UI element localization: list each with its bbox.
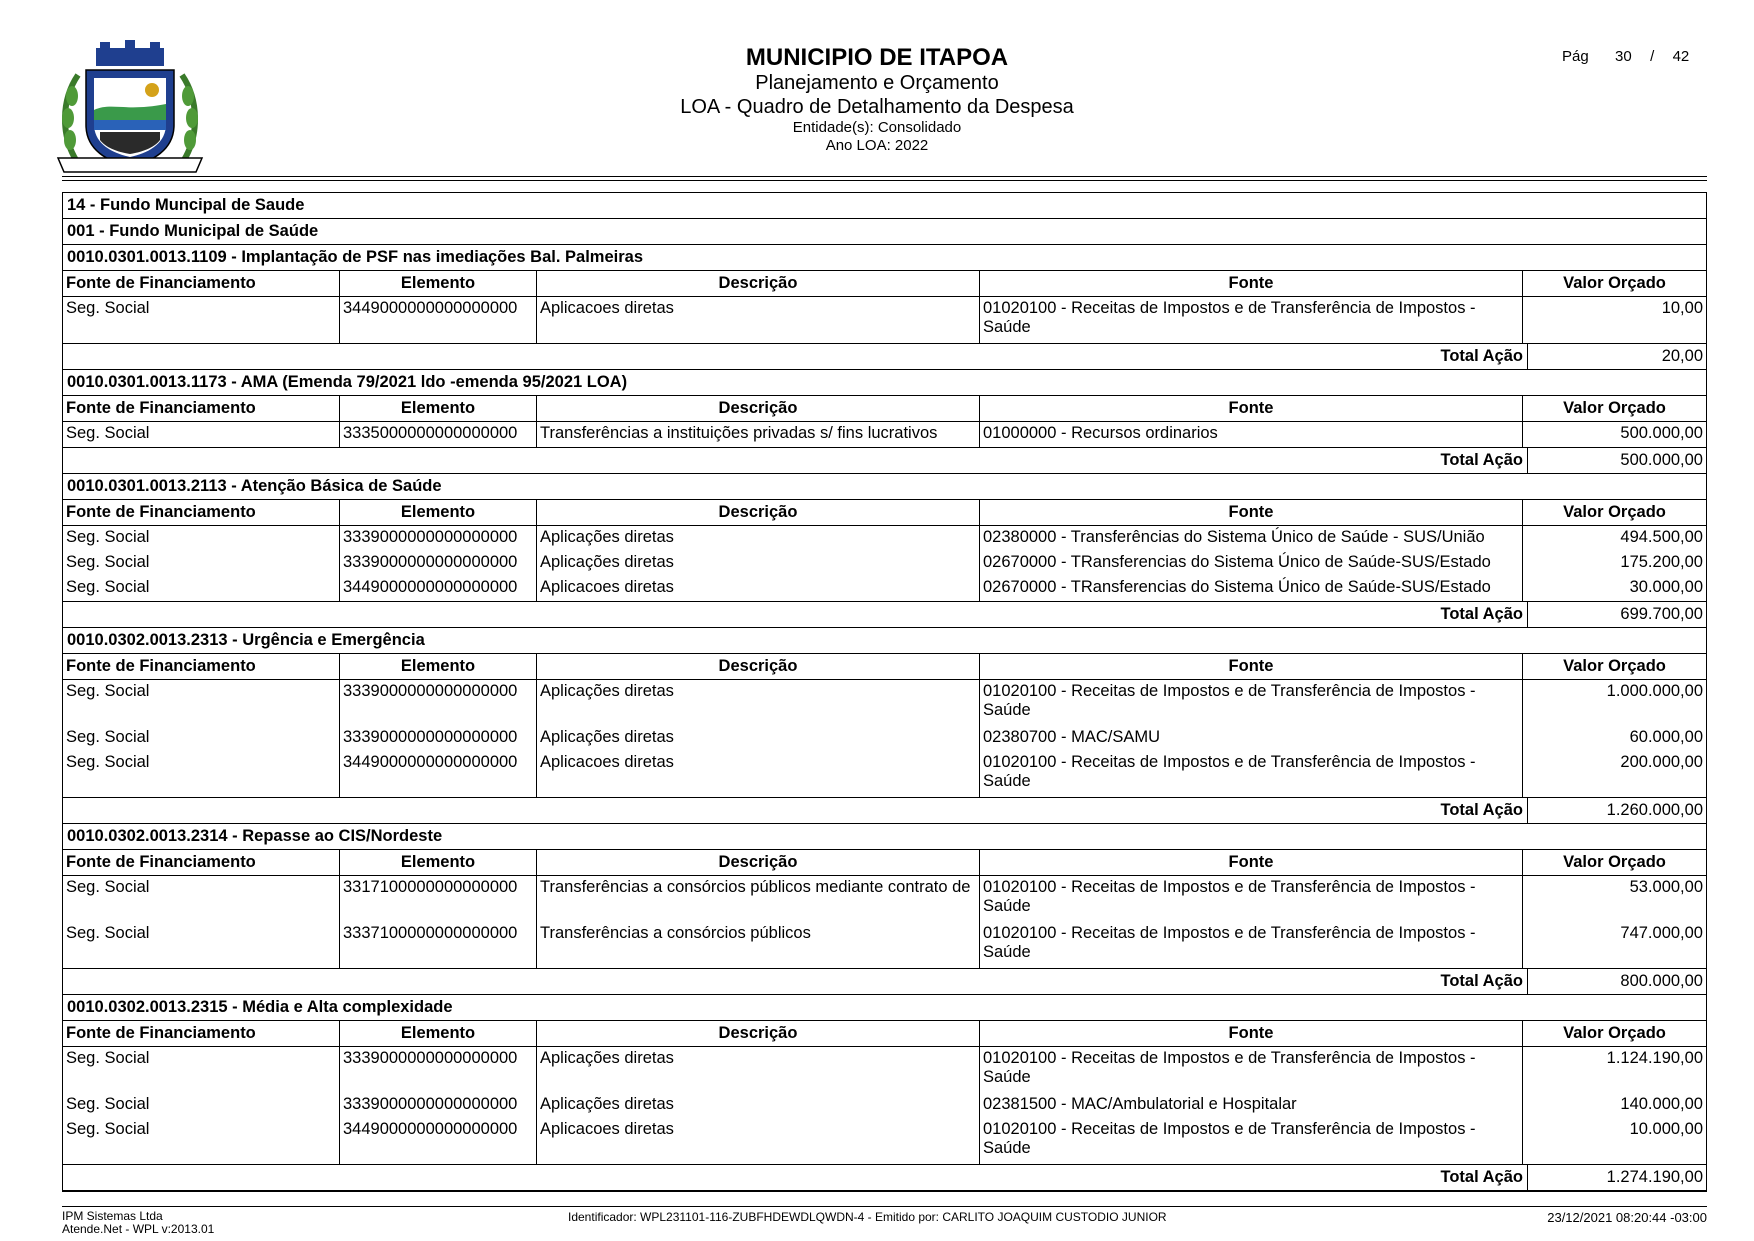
col-header-description: Descrição [537,396,980,421]
org-row [63,193,1706,219]
total-value: 1.274.190,00 [1606,1168,1703,1186]
col-header-budgeted-value: Valor Orçado [1563,657,1666,675]
source-column [980,876,1523,968]
source-cell: 01020100 - Receitas de Impostos e de Transferência de Impostos - Saúde [983,682,1476,719]
action-data-block [63,297,1706,344]
value-cell: 1.124.190,00 [1606,1049,1703,1067]
source-cell: 01020100 - Receitas de Impostos e de Transferência de Impostos - Saúde [983,878,1476,915]
source-column [980,1047,1523,1164]
value-cell: 140.000,00 [1620,1095,1703,1113]
col-header-budgeted-value: Valor Orçado [1563,853,1666,871]
source-cell: 01020100 - Receitas de Impostos e de Transferência de Impostos - Saúde [983,924,1476,961]
col-header-description: Descrição [537,1021,980,1046]
financing-column [63,422,340,447]
total-label: Total Ação [63,969,1528,994]
financing-column [63,526,340,601]
action-title-row [63,474,1706,500]
description-column [537,526,980,601]
col-header-financing: Fonte de Financiamento [63,1021,340,1046]
col-header-element: Elemento [340,396,537,421]
element-cell: 3449000000000000000 [343,1120,518,1138]
description-column [537,680,980,797]
total-label: Total Ação [63,1165,1528,1190]
description-cell: Aplicações diretas [540,728,674,746]
source-cell: 01020100 - Receitas de Impostos e de Transferência de Impostos - Saúde [983,1120,1476,1157]
total-label: Total Ação [63,798,1528,823]
total-value: 800.000,00 [1620,972,1703,990]
source-column [980,526,1523,601]
source-cell: 02670000 - TRansferencias do Sistema Único de Saúde-SUS/Estado [983,578,1491,596]
footer-system: Atende.Net - WPL v:2013.01 [62,1222,215,1236]
page-separator: / [1650,48,1655,65]
col-header-budgeted-value: Valor Orçado [1563,503,1666,521]
header-divider [62,176,1707,177]
col-header-budgeted-value: Valor Orçado [1563,1024,1666,1042]
footer-divider [62,1206,1707,1207]
col-header-element: Elemento [340,500,537,525]
value-column [1523,297,1706,343]
value-cell: 53.000,00 [1629,878,1703,896]
source-column [980,422,1523,447]
col-header-element: Elemento [340,654,537,679]
financing-cell: Seg. Social [66,728,150,746]
report-title: LOA - Quadro de Detalhamento da Despesa [680,96,1074,118]
financing-column [63,680,340,797]
description-cell: Transferências a consórcios públicos mediante contrato de [540,878,971,896]
element-cell: 3337100000000000000 [343,924,518,942]
expense-detail-table [62,192,1707,1192]
col-header-budgeted-value: Valor Orçado [1563,399,1666,417]
entity-line: Entidade(s): Consolidado [792,119,962,136]
col-header-source: Fonte [980,654,1523,679]
description-column [537,876,980,968]
total-value: 699.700,00 [1620,605,1703,623]
element-cell: 3339000000000000000 [343,1049,518,1067]
action-total-row [63,448,1706,474]
col-header-financing: Fonte de Financiamento [63,500,340,525]
action-total-row [63,1165,1706,1191]
value-cell: 494.500,00 [1620,528,1703,546]
source-cell: 02381500 - MAC/Ambulatorial e Hospitalar [983,1095,1297,1113]
value-column [1523,526,1706,601]
description-cell: Aplicacoes diretas [540,1120,674,1138]
value-column [1523,1047,1706,1164]
description-cell: Aplicações diretas [540,553,674,571]
col-header-element: Elemento [340,1021,537,1046]
element-cell: 3449000000000000000 [343,578,518,596]
total-label: Total Ação [63,448,1528,473]
element-column [340,1047,537,1164]
col-header-financing: Fonte de Financiamento [63,654,340,679]
financing-column [63,1047,340,1164]
financing-column [63,876,340,968]
col-header-budgeted-value: Valor Orçado [1563,274,1666,292]
action-title: 0010.0302.0013.2315 - Média e Alta complexidade [67,998,453,1016]
col-header-description: Descrição [537,271,980,296]
element-cell: 3339000000000000000 [343,553,518,571]
description-cell: Aplicacoes diretas [540,753,674,771]
action-total-row [63,798,1706,824]
page-indicator [1562,48,1689,65]
description-cell: Aplicacoes diretas [540,578,674,596]
action-title: 0010.0302.0013.2314 - Repasse ao CIS/Nordeste [67,827,443,845]
total-value: 20,00 [1661,347,1703,365]
col-header-financing: Fonte de Financiamento [63,271,340,296]
source-cell: 02380700 - MAC/SAMU [983,728,1160,746]
value-column [1523,422,1706,447]
element-cell: 3335000000000000000 [343,424,518,442]
financing-cell: Seg. Social [66,1049,150,1067]
column-header-row [63,1021,1706,1047]
financing-cell: Seg. Social [66,682,150,700]
col-header-source: Fonte [980,500,1523,525]
element-column [340,297,537,343]
column-header-row [63,850,1706,876]
col-header-source: Fonte [980,850,1523,875]
description-cell: Aplicacoes diretas [540,299,674,317]
source-column [980,680,1523,797]
financing-cell: Seg. Social [66,753,150,771]
col-header-source: Fonte [980,1021,1523,1046]
financing-cell: Seg. Social [66,878,150,896]
action-title: 0010.0302.0013.2313 - Urgência e Emergência [67,631,425,649]
col-header-description: Descrição [537,654,980,679]
description-column [537,422,980,447]
column-header-row [63,654,1706,680]
source-cell: 02670000 - TRansferencias do Sistema Único de Saúde-SUS/Estado [983,553,1491,571]
description-cell: Aplicações diretas [540,1095,674,1113]
action-total-row [63,969,1706,995]
header-divider [62,180,1707,181]
column-header-row [63,271,1706,297]
value-cell: 747.000,00 [1620,924,1703,942]
action-data-block [63,422,1706,448]
source-cell: 01020100 - Receitas de Impostos e de Transferência de Impostos - Saúde [983,1049,1476,1086]
total-value: 1.260.000,00 [1606,801,1703,819]
action-title: 0010.0301.0013.1109 - Implantação de PSF nas imediações Bal. Palmeiras [67,248,644,266]
value-cell: 10.000,00 [1629,1120,1703,1138]
element-column [340,422,537,447]
value-cell: 60.000,00 [1629,728,1703,746]
col-header-description: Descrição [537,850,980,875]
action-total-row [63,602,1706,628]
description-column [537,1047,980,1164]
financing-cell: Seg. Social [66,1095,150,1113]
financing-column [63,297,340,343]
municipality-title: MUNICIPIO DE ITAPOA [745,44,1009,71]
action-total-row [63,344,1706,370]
element-column [340,680,537,797]
col-header-description: Descrição [537,500,980,525]
action-title-row [63,370,1706,396]
description-column [537,297,980,343]
action-title-row [63,824,1706,850]
action-title: 0010.0301.0013.2113 - Atenção Básica de Saúde [67,477,442,495]
financing-cell: Seg. Social [66,578,150,596]
org-label: 14 - Fundo Muncipal de Saude [67,196,305,214]
element-cell: 3449000000000000000 [343,753,518,771]
source-cell: 01000000 - Recursos ordinarios [983,424,1218,442]
action-title-row [63,995,1706,1021]
unit-row [63,219,1706,245]
description-cell: Transferências a consórcios públicos [540,924,811,942]
action-data-block [63,876,1706,969]
total-label: Total Ação [63,344,1528,369]
col-header-source: Fonte [980,271,1523,296]
source-cell: 01020100 - Receitas de Impostos e de Transferência de Impostos - Saúde [983,753,1476,790]
financing-cell: Seg. Social [66,1120,150,1138]
year-line: Ano LOA: 2022 [825,137,929,154]
col-header-source: Fonte [980,396,1523,421]
value-cell: 1.000.000,00 [1606,682,1703,700]
value-cell: 175.200,00 [1620,553,1703,571]
value-cell: 10,00 [1661,299,1703,317]
footer-identifier: Identificador: WPL231101-116-ZUBFHDEWDLQWDN-4 - Emitido por: CARLITO JOAQUIM CUSTODIO JUNIOR [568,1210,1167,1224]
description-cell: Transferências a instituições privadas s/ fins lucrativos [540,424,938,442]
footer-timestamp: 23/12/2021 08:20:44 -03:00 [1547,1210,1707,1225]
column-header-row [63,396,1706,422]
source-cell: 02380000 - Transferências do Sistema Único de Saúde - SUS/União [983,528,1485,546]
footer-company: IPM Sistemas Ltda [62,1209,163,1223]
description-cell: Aplicações diretas [540,528,674,546]
page-label: Pág [1562,48,1589,65]
value-cell: 500.000,00 [1620,424,1703,442]
financing-cell: Seg. Social [66,528,150,546]
col-header-element: Elemento [340,850,537,875]
financing-cell: Seg. Social [66,424,150,442]
col-header-financing: Fonte de Financiamento [63,850,340,875]
value-column [1523,876,1706,968]
element-cell: 3449000000000000000 [343,299,518,317]
col-header-financing: Fonte de Financiamento [63,396,340,421]
action-title: 0010.0301.0013.1173 - AMA (Emenda 79/2021 ldo -emenda 95/2021 LOA) [67,373,628,391]
element-cell: 3339000000000000000 [343,528,518,546]
element-cell: 3317100000000000000 [343,878,518,896]
financing-cell: Seg. Social [66,924,150,942]
action-data-block [63,680,1706,798]
total-label: Total Ação [63,602,1528,627]
financing-cell: Seg. Social [66,553,150,571]
action-data-block [63,1047,1706,1165]
page-total: 42 [1672,48,1690,65]
department-subtitle: Planejamento e Orçamento [755,72,999,94]
action-title-row [63,245,1706,271]
action-title-row [63,628,1706,654]
unit-label: 001 - Fundo Municipal de Saúde [67,222,319,240]
description-cell: Aplicações diretas [540,1049,674,1067]
source-column [980,297,1523,343]
source-cell: 01020100 - Receitas de Impostos e de Transferência de Impostos - Saúde [983,299,1476,336]
report-header [0,0,1754,180]
total-value: 500.000,00 [1620,451,1703,469]
value-cell: 30.000,00 [1629,578,1703,596]
column-header-row [63,500,1706,526]
element-cell: 3339000000000000000 [343,1095,518,1113]
financing-cell: Seg. Social [66,299,150,317]
col-header-element: Elemento [340,271,537,296]
action-data-block [63,526,1706,602]
element-cell: 3339000000000000000 [343,728,518,746]
value-column [1523,680,1706,797]
value-cell: 200.000,00 [1620,753,1703,771]
page-current: 30 [1615,48,1632,65]
description-cell: Aplicações diretas [540,682,674,700]
element-column [340,876,537,968]
element-cell: 3339000000000000000 [343,682,518,700]
element-column [340,526,537,601]
